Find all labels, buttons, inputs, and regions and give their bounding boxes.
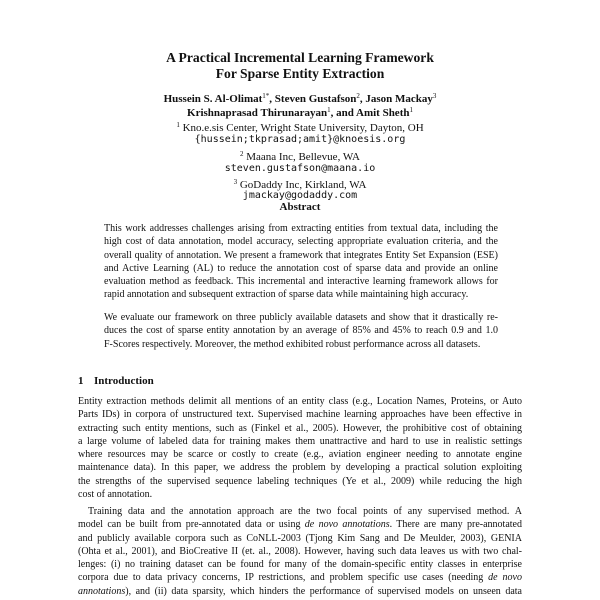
text-run: corpora due to data privacy concerns, IP restrictions, and problem specific use cases (needing — [78, 572, 489, 584]
text-line: and Active Learning (AL) to reduce the annotation cost of sparse data and provide an online — [104, 262, 498, 274]
affiliation-email: steven.gustafson@maana.io — [224, 163, 376, 174]
text-line: We evaluate our framework on three publicly available datasets and show that it drastically re- — [104, 312, 498, 323]
text-run: ), and (ii) data sparsity, which hinders the performance of supervised models on unseen data — [125, 585, 522, 597]
author-affiliation-mark: 1 — [327, 106, 331, 114]
section-number: 1 — [78, 375, 84, 387]
text-line: This work addresses challenges arising from extracting entities from textual data, including the — [104, 223, 498, 234]
text-line: Training data and the annotation approach are the two focal points of any supervised method. A — [88, 506, 522, 517]
affiliation-mark: 3 — [233, 178, 238, 186]
emphasis-text: annotations — [78, 585, 126, 597]
author-name: Krishnaprasad Thirunarayan — [187, 107, 328, 119]
emphasis-text: de novo annotations — [304, 519, 390, 531]
author-name: Steven Gustafson — [274, 93, 357, 105]
text-line: a large volume of labeled data for training makes them unattractive and hard to use in realistic settings — [78, 435, 522, 447]
author-affiliation-mark: 1* — [262, 92, 270, 100]
text-line: the strengths of the supervised sequence labeling techniques (Ye et al., 2009) while reducing the high — [78, 475, 522, 487]
affiliation-name: GoDaddy Inc, Kirkland, WA — [239, 179, 367, 191]
emphasis-text: de novo — [488, 572, 522, 584]
text-run: model can be built from pre-annotated data or using — [78, 519, 305, 531]
paper-title-line-1: A Practical Incremental Learning Framework — [166, 50, 434, 65]
text-line — [78, 585, 522, 598]
text-line: F-Scores respectively. Moreover, the method exhibited robust performance across all datasets. — [104, 338, 481, 350]
text-line: Entity extraction methods delimit all mentions of an entity class (e.g., Location Names, Proteins, or Auto — [78, 396, 522, 407]
text-line: lenges: (i) no training dataset can be found for many of the domain-specific entity classes in enterprise — [78, 559, 522, 571]
author-separator: , and — [330, 107, 356, 119]
section-heading-introduction — [78, 374, 154, 388]
section-title: Introduction — [94, 375, 154, 387]
text-line: cost of annotation. — [78, 489, 153, 501]
abstract-paragraph-2 — [104, 311, 498, 351]
affiliation-mark: 1 — [176, 121, 180, 129]
text-line — [78, 518, 522, 531]
text-run: . There are many pre-annotated — [389, 519, 522, 531]
affiliation-mark: 2 — [240, 150, 244, 158]
affiliation-name: Kno.e.sis Center, Wright State University, Dayton, OH — [182, 122, 424, 134]
text-line: duces the cost of sparse entity annotation by an average of 85% and 45% to reach 0.9 and 1.0 — [104, 325, 498, 337]
introduction-paragraph-1 — [78, 395, 522, 501]
affiliation-email: jmackay@godaddy.com — [242, 190, 358, 201]
affiliation-name: Maana Inc, Bellevue, WA — [246, 151, 360, 163]
text-line — [78, 571, 522, 584]
text-line: overall quality of annotation. We present a framework that integrates Entity Set Expansion (ESE) — [104, 249, 498, 261]
author-affiliation-mark: 2 — [356, 92, 360, 100]
text-line: (Ohta et al., 2001), and BioCreative II (et. al., 2008). However, having such data leaves us with two chal- — [78, 545, 522, 557]
affiliation-email: {hussein;tkprasad;amit}@knoesis.org — [194, 134, 406, 145]
text-line: maintenance data). In this paper, we address the problem by developing a practical solution exploiting — [78, 462, 522, 474]
abstract-paragraph-1 — [104, 222, 498, 302]
text-line: where resources may be scarce or costly to create (e.g., aviation engineer needing to annotate engine — [78, 449, 522, 461]
author-affiliation-mark: 1 — [409, 106, 413, 114]
author-name: Jason Mackay — [365, 93, 433, 105]
introduction-paragraph-2 — [78, 505, 522, 598]
text-line: and publicly available corpora such as CoNLL-2003 (Tjong Kim Sang and De Meulder, 2003), GENIA — [78, 532, 522, 544]
text-line: high cost of data annotation, model accuracy, selecting appropriate evaluation criteria, and the — [104, 236, 498, 248]
author-name: Hussein S. Al-Olimat — [163, 93, 263, 105]
abstract-heading: Abstract — [279, 201, 321, 213]
text-line: rapid annotation and subsequent extraction of sparse data while maintaining high accuracy. — [104, 289, 469, 301]
author-name: Amit Sheth — [356, 107, 410, 119]
text-line: extracting such entity mentions, such as (Finkel et al., 2005). However, the prohibitive cost of obtaining — [78, 422, 522, 434]
author-separator: , — [359, 93, 366, 105]
author-affiliation-mark: 3 — [432, 92, 437, 100]
author-separator: , — [269, 93, 275, 105]
text-line: evaluation method as feedback. This incremental and interactive learning framework allows for — [104, 276, 498, 288]
paper-title-line-2: For Sparse Entity Extraction — [215, 66, 385, 81]
text-line: Parts IDs) in corpora of unstructured text. Supervised machine learning approaches have been effective in — [78, 409, 522, 421]
